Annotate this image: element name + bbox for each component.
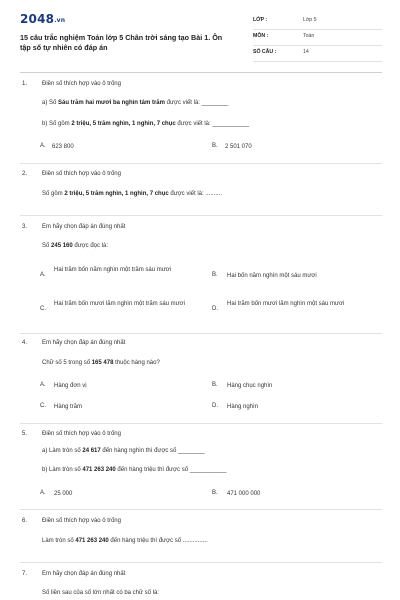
meta-label: LỚP : [253, 17, 268, 23]
option-letter[interactable]: A. [40, 143, 46, 149]
option-letter[interactable]: D. [212, 306, 218, 312]
option-text[interactable]: 471 000 000 [227, 491, 261, 497]
question-number: 6. [22, 518, 28, 524]
question-number: 1. [22, 81, 28, 87]
question-prompt: Em hãy chọn đáp án đúng nhất [42, 340, 126, 346]
line-post: thuộc hàng nào? [113, 360, 160, 366]
meta-label: MÔN : [253, 33, 269, 39]
meta-value: Lớp 5 [303, 17, 317, 23]
question-number: 3. [22, 224, 28, 230]
option-letter[interactable]: A. [40, 272, 46, 278]
line-pre: Số gồm [42, 191, 65, 197]
question-line [42, 121, 249, 127]
logo-suffix: .vn [54, 17, 66, 24]
option-letter[interactable]: B. [212, 143, 218, 149]
option-letter[interactable]: B. [212, 490, 218, 496]
option-text[interactable]: Hàng nghìn [227, 404, 259, 410]
question-line [42, 538, 208, 544]
question-prompt: Em hãy chọn đáp án đúng nhất [42, 224, 126, 230]
question-number: 4. [22, 340, 28, 346]
option-text[interactable]: 623 800 [52, 144, 74, 150]
meta-value: 14 [303, 49, 309, 55]
option-text[interactable]: Hai trăm bốn năm nghìn một trăm sáu mươi [54, 267, 171, 273]
line-pre: b) Số gồm [42, 121, 72, 127]
question-line [42, 590, 159, 596]
meta-panel [253, 14, 382, 62]
line-pre: b) Làm tròn số [42, 467, 83, 473]
question-prompt: Điền số thích hợp vào ô trống [42, 171, 121, 177]
meta-row-class [253, 14, 382, 30]
question-line [42, 360, 160, 366]
question-line [42, 191, 222, 197]
line-bold: 24 617 [82, 448, 101, 454]
meta-row-count [253, 46, 382, 62]
question-line [42, 243, 108, 249]
line-bold: 471 263 240 [82, 467, 116, 473]
question-number: 5. [22, 431, 28, 437]
line-bold: 2 triệu, 5 trăm nghìn, 1 nghìn, 7 chục [64, 191, 169, 197]
line-bold: 471 263 240 [75, 538, 109, 544]
document-header [20, 12, 382, 64]
line-post: được viết là: .......... [168, 191, 223, 197]
option-text[interactable]: Hàng chục nghìn [227, 383, 273, 389]
question-prompt: Điền số thích hợp vào ô trống [42, 431, 121, 437]
meta-value: Toán [303, 33, 315, 39]
line-post: đến hàng nghìn thì được số ________ [100, 448, 205, 454]
option-text[interactable]: Hai trăm bốn mươi lăm nghìn một trăm sáu mươi [54, 301, 185, 307]
option-letter[interactable]: B. [212, 272, 218, 278]
header-divider [20, 72, 382, 73]
question-divider [20, 423, 382, 424]
line-post: được đọc là: [72, 243, 109, 249]
question-prompt: Điền số thích hợp vào ô trống [42, 518, 121, 524]
question-line [42, 448, 205, 454]
line-post: được viết là: ___________ [175, 121, 250, 127]
site-logo[interactable] [20, 12, 65, 26]
option-text[interactable]: Hai bốn năm nghìn một sáu mươi [227, 273, 317, 279]
line-bold: 165 478 [91, 360, 114, 366]
question-divider [20, 509, 382, 510]
meta-row-subject [253, 30, 382, 46]
line-pre: Làm tròn số [42, 538, 76, 544]
line-bold: Sáu trăm hai mươi ba nghìn tám trăm [58, 100, 165, 106]
line-pre: Số liền sau của số lớn nhất có ba chữ số là: [42, 590, 160, 596]
line-pre: Số [42, 243, 52, 249]
option-text[interactable]: 25 000 [54, 491, 73, 497]
option-text[interactable]: 2 501 070 [225, 144, 252, 150]
question-divider [20, 163, 382, 164]
option-letter[interactable]: C. [40, 306, 46, 312]
option-text[interactable]: Hàng trăm [54, 404, 83, 410]
question-number: 7. [22, 571, 28, 577]
question-prompt: Điền số thích hợp vào ô trống [42, 81, 121, 87]
option-letter[interactable]: B. [212, 382, 218, 388]
line-pre: Chữ số 5 trong số [42, 360, 92, 366]
line-pre: a) Làm tròn số [42, 448, 83, 454]
question-divider [20, 562, 382, 563]
question-number: 2. [22, 171, 28, 177]
line-post: đến hàng triệu thì được số ............... [108, 538, 208, 544]
line-bold: 2 triệu, 5 trăm nghìn, 1 nghìn, 7 chục [71, 121, 176, 127]
option-letter[interactable]: A. [40, 490, 46, 496]
option-text[interactable]: Hai trăm bốn mươi lăm nghìn một sáu mươi [227, 301, 345, 307]
line-bold: 245 160 [51, 243, 73, 249]
line-post: được viết là: ________ [164, 100, 229, 106]
line-post: đến hàng triệu thì được số ___________ [115, 467, 227, 473]
question-prompt: Em hãy chọn đáp án đúng nhất [42, 571, 126, 577]
document-title: 15 câu trắc nghiệm Toán lớp 5 Chân trời sáng tạo Bài 1. Ôn tập số tự nhiên có đáp án [20, 33, 223, 52]
line-pre: a) Số [42, 100, 59, 106]
option-letter[interactable]: D. [212, 403, 218, 409]
option-text[interactable]: Hàng đơn vị [54, 383, 87, 389]
question-line [42, 100, 228, 106]
option-letter[interactable]: A. [40, 382, 46, 388]
question-divider [20, 333, 382, 334]
option-letter[interactable]: C. [40, 403, 46, 409]
question-divider [20, 215, 382, 216]
logo-main: 2048 [20, 12, 55, 26]
meta-label: SỐ CÂU : [253, 49, 277, 55]
question-line [42, 467, 226, 473]
